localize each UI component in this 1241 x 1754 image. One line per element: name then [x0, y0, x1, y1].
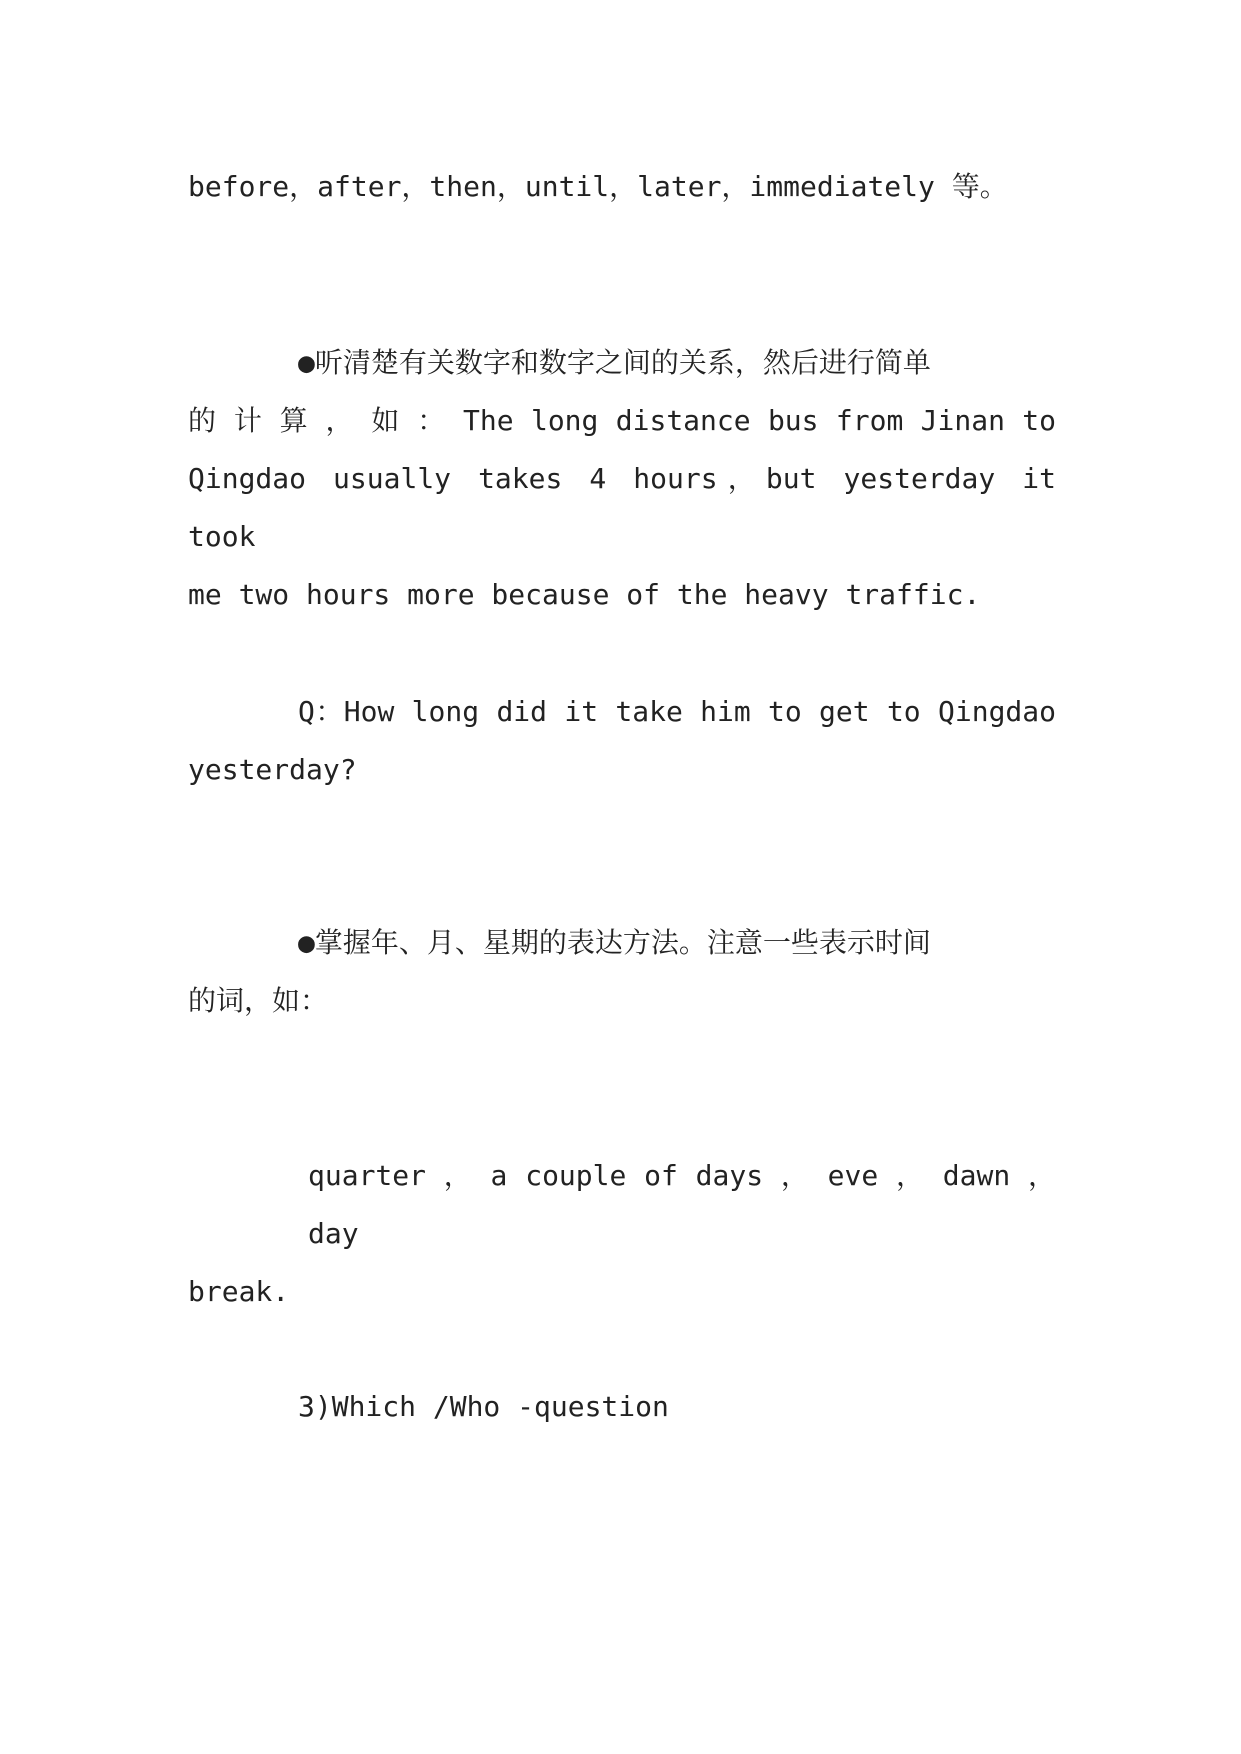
- paragraph-time-vocabulary: [188, 1147, 1056, 1321]
- text-line: ●掌握年、月、星期的表达方法。注意一些表示时间: [298, 926, 931, 959]
- paragraph-date-expressions: [188, 914, 1056, 1030]
- paragraph-number-relations: [188, 334, 1056, 624]
- text-line: yesterday?: [188, 753, 357, 786]
- text-line: Qingdao usually takes 4 hours，but yesterday it took: [188, 462, 1056, 553]
- text-line: ●听清楚有关数字和数字之间的关系，然后进行简单: [298, 346, 931, 379]
- section-heading-which-who: [188, 1378, 1056, 1436]
- text-line: me two hours more because of the heavy traffic.: [188, 578, 981, 611]
- text-line: 的 计 算 ， 如 ： The long distance bus from Jinan to: [188, 404, 1056, 437]
- text-line: 的词，如：: [188, 984, 329, 1017]
- text-line: Q：How long did it take him to get to Qingdao: [298, 695, 1056, 728]
- text-line: break.: [188, 1275, 290, 1308]
- paragraph-time-words: [188, 158, 1056, 216]
- text-line: before，after，then，until，later，immediately 等。: [188, 170, 1008, 203]
- section-heading: 3)Which /Who -question: [298, 1390, 669, 1423]
- text-line: quarter ， a couple of days ， eve ， dawn ， day: [308, 1159, 1056, 1250]
- paragraph-question: [188, 683, 1056, 799]
